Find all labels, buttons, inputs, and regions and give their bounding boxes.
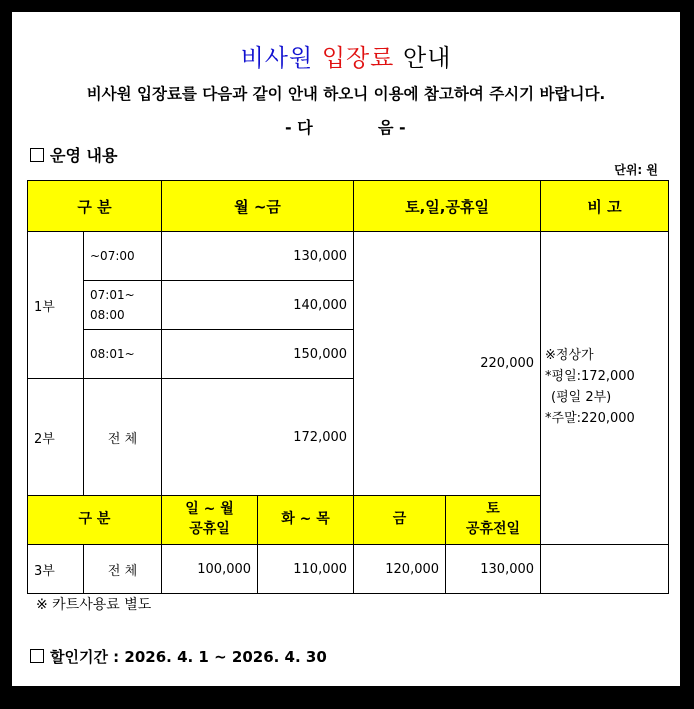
subtitle: 비사원 입장료를 다음과 같이 안내 하오니 이용에 참고하여 주시기 바랍니다. (86, 85, 606, 103)
table-row (28, 232, 669, 281)
part1-price-1: 140,000 (162, 281, 354, 330)
part1-label: 1부 (28, 232, 84, 379)
remark-line: *평일:172,000 (545, 369, 635, 385)
checkbox-square-icon (30, 649, 44, 663)
part1-time-2: 08:01~ (84, 330, 162, 379)
weekend-price: 220,000 (354, 232, 541, 496)
title-part-fee: 입장료 (321, 44, 395, 72)
subheader-sat: 토 공휴전일 (446, 496, 541, 545)
remark-line: ※정상가 (545, 348, 594, 364)
remark-empty-cell (541, 545, 669, 594)
discount-label: 할인기간 : 2026. 4. 1 ~ 2026. 4. 30 (50, 648, 327, 666)
da-left: - 다 (285, 118, 313, 137)
part3-time: 전 체 (84, 545, 162, 594)
title-part-guide: 안내 (403, 44, 452, 72)
subheader-gubun: 구 분 (28, 496, 162, 545)
table-row (28, 545, 669, 594)
section-title: 운영 내용 (50, 146, 118, 165)
checkbox-square-icon (30, 148, 44, 162)
cart-fee-note: ※ 카트사용료 별도 (36, 597, 152, 613)
part1-price-2: 150,000 (162, 330, 354, 379)
title-part-nonmember: 비사원 (240, 44, 314, 72)
part2-price: 172,000 (162, 379, 354, 496)
section-operation (30, 143, 117, 166)
remark-line: *주말:220,000 (545, 410, 635, 426)
header-weekend: 토,일,공휴일 (354, 181, 541, 232)
part3-label: 3부 (28, 545, 84, 594)
header-weekday: 월 ~금 (162, 181, 354, 232)
remark-cell (541, 232, 669, 545)
header-remark: 비 고 (541, 181, 669, 232)
fee-table (27, 180, 669, 594)
subheader-sun-mon: 일 ~ 월 공휴일 (162, 496, 258, 545)
remark-line: (평일 2부) (551, 390, 612, 405)
header-gubun: 구 분 (28, 181, 162, 232)
notice-document (12, 12, 680, 686)
part3-fri: 120,000 (354, 545, 446, 594)
subheader-tue-thu: 화 ~ 목 (258, 496, 354, 545)
part3-sun-mon: 100,000 (162, 545, 258, 594)
part1-time-1: 07:01~ 08:00 (84, 281, 162, 330)
part3-sat: 130,000 (446, 545, 541, 594)
table-header-row (28, 181, 669, 232)
part1-time-0: ~07:00 (84, 232, 162, 281)
unit-label: 단위: 원 (614, 163, 658, 177)
part2-label: 2부 (28, 379, 84, 496)
part2-time: 전 체 (84, 379, 162, 496)
part3-tue-thu: 110,000 (258, 545, 354, 594)
subheader-fri: 금 (354, 496, 446, 545)
part1-price-0: 130,000 (162, 232, 354, 281)
page-title (12, 38, 680, 73)
discount-period (30, 646, 327, 667)
da-right: 음 - (378, 118, 406, 137)
